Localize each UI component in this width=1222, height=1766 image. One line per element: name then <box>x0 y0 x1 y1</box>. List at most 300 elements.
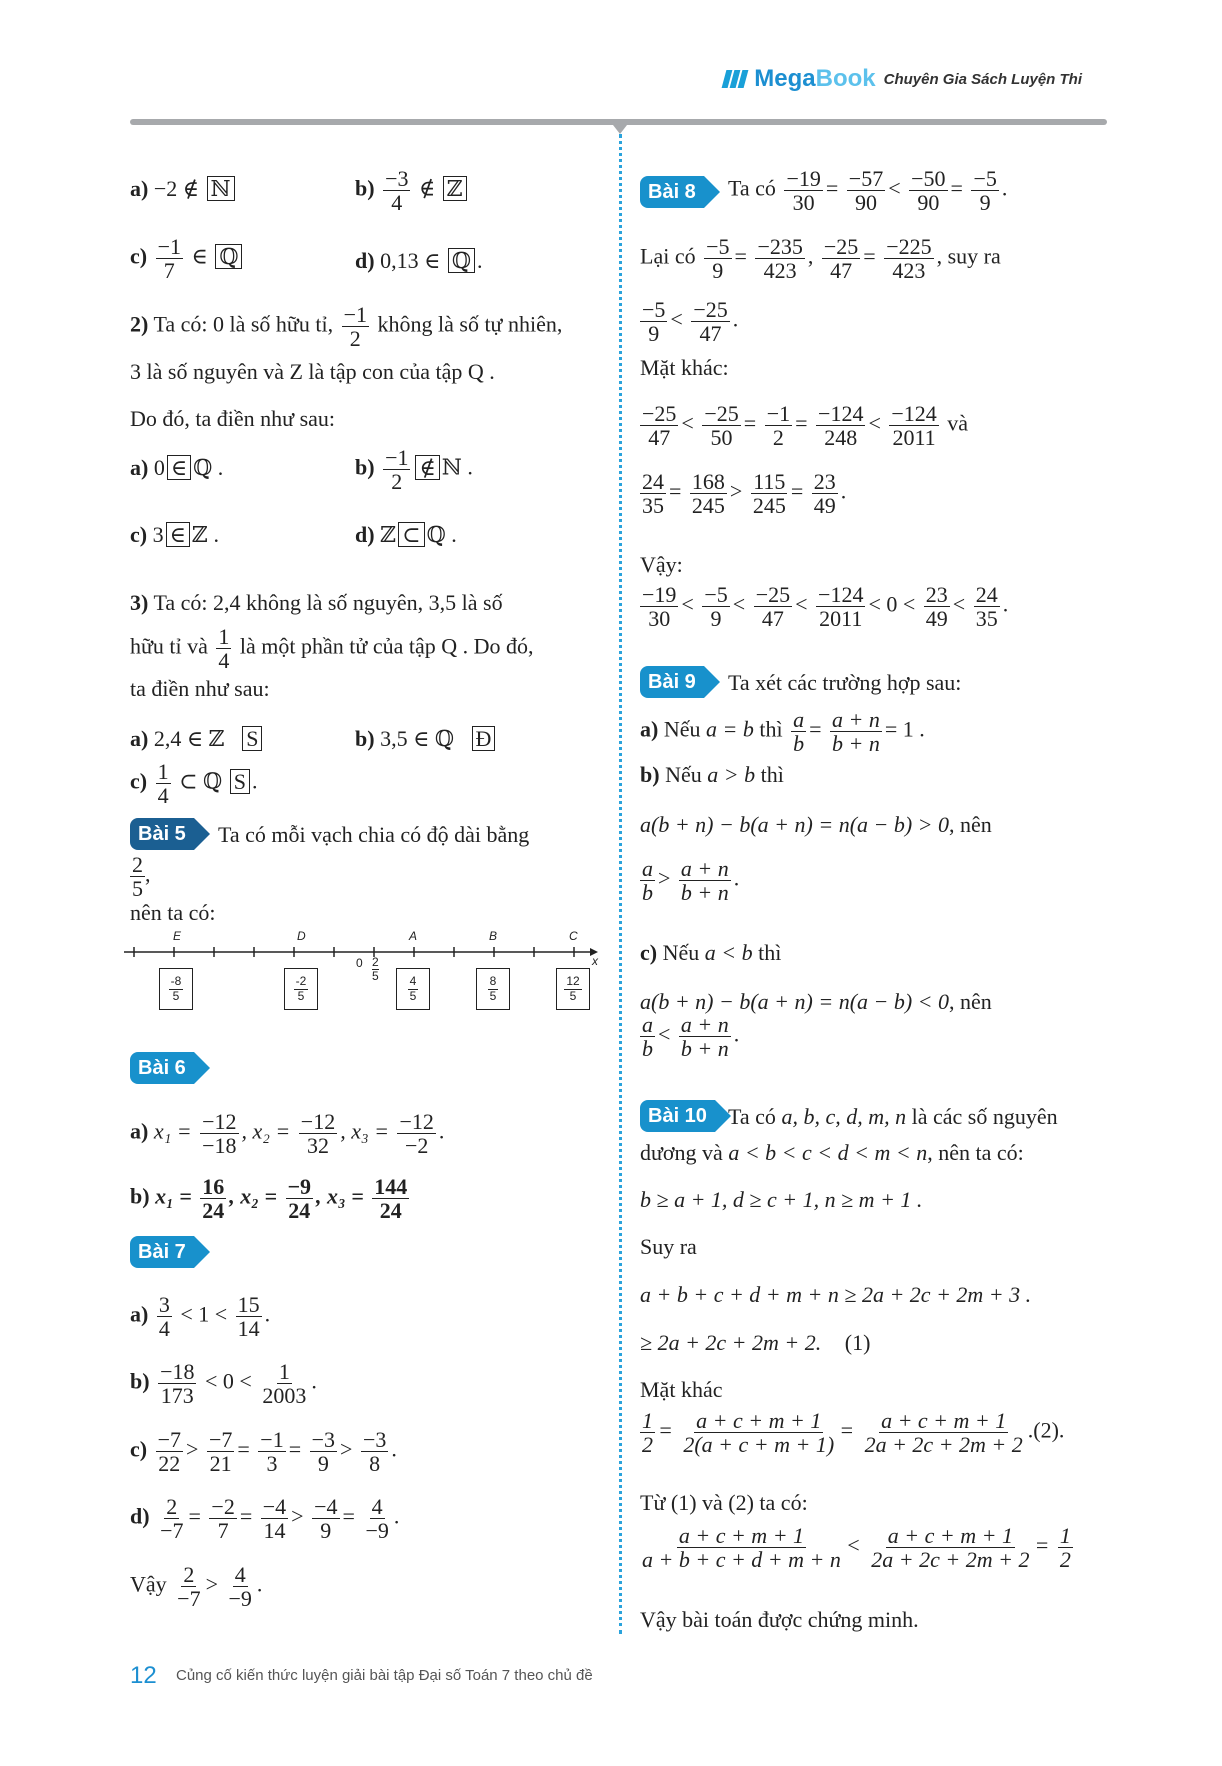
item-label: b) <box>355 454 375 480</box>
denominator: b + n <box>680 1036 729 1062</box>
denominator: 5 <box>172 988 180 1003</box>
numerator: 23 <box>925 582 948 607</box>
fraction <box>679 1013 731 1060</box>
fraction <box>816 402 865 449</box>
equation-tag: .(2). <box>1027 1417 1065 1443</box>
expression: 2,4 ∈ ℤ <box>153 726 225 751</box>
numerator: −1 <box>343 302 367 327</box>
bai10-eq2 <box>640 1409 1064 1456</box>
numerator: 1 <box>278 1359 290 1384</box>
text: Ta có: 2,4 không là số nguyên, 3,5 là số <box>153 590 503 615</box>
denominator: 2 <box>772 425 784 451</box>
numerator: −3 <box>311 1427 336 1452</box>
denominator: b <box>642 1036 653 1062</box>
p2-line2: 3 là số nguyên và Z là tập con của tập Q . <box>130 359 495 384</box>
p1-c <box>130 235 244 282</box>
answer-box: S <box>230 769 250 794</box>
bai10-line2 <box>640 1140 1024 1166</box>
expression: 3,5 ∈ ℚ <box>380 726 455 751</box>
fraction <box>209 1495 236 1542</box>
item-label: c) <box>640 940 658 965</box>
item-label: b) <box>130 1183 150 1209</box>
denominator: −7 <box>177 1586 201 1612</box>
numerator: a <box>793 707 805 732</box>
fraction <box>363 1495 390 1542</box>
numerator: 2 <box>372 955 379 969</box>
p2-b <box>355 446 473 493</box>
expression: a, b, c, d, m, n <box>781 1104 907 1129</box>
denominator: 7 <box>163 258 175 284</box>
answer-box: Đ <box>472 726 496 751</box>
punctuation: . <box>391 1436 397 1462</box>
fraction <box>286 1175 314 1222</box>
equation-tag: (1) <box>844 1330 871 1355</box>
text: thì <box>759 716 783 742</box>
item-label: d) <box>130 1503 150 1529</box>
denominator: 21 <box>209 1451 232 1477</box>
numerator: a <box>642 1012 653 1037</box>
item-label: c) <box>130 243 148 269</box>
punctuation: . <box>393 1503 400 1529</box>
fraction <box>342 303 369 350</box>
denominator: −18 <box>202 1133 237 1159</box>
numerator: 24 <box>642 469 664 494</box>
bai10-mat-khac: Mặt khác <box>640 1377 723 1402</box>
denominator: 90 <box>917 190 940 216</box>
fraction <box>361 1428 388 1475</box>
bai10-suy-ra: Suy ra <box>640 1234 697 1259</box>
operator: < 0 < <box>868 591 916 617</box>
numerator: 115 <box>753 469 786 494</box>
denominator: 5 <box>489 988 497 1003</box>
numerator: 15 <box>237 1292 260 1317</box>
value-box-e <box>159 968 193 1010</box>
bai8-line2 <box>640 235 1001 282</box>
denominator: 49 <box>925 606 948 632</box>
operator: = <box>1034 1532 1050 1558</box>
denominator: 245 <box>691 493 725 519</box>
bai10-line6 <box>640 1330 870 1356</box>
page-number: 12 <box>130 1662 157 1689</box>
numerator: a + n <box>832 707 880 732</box>
denominator: 30 <box>792 190 815 216</box>
bai7-badge <box>130 1236 210 1268</box>
p3-line1 <box>130 590 503 616</box>
brand-name-part-a: Mega <box>754 65 816 92</box>
operator: ⊂ ℚ <box>179 768 223 794</box>
punctuation: . <box>256 1571 263 1597</box>
numerator: −3 <box>362 1427 387 1452</box>
denominator: 14 <box>263 1518 286 1544</box>
value-box-d <box>284 968 318 1010</box>
bai8-line6 <box>640 470 846 517</box>
denominator: 8 <box>369 1451 381 1477</box>
brand-name-part-b: Book <box>815 65 876 92</box>
bai9-b-expr <box>640 812 992 838</box>
operator: = <box>669 478 682 504</box>
text: là các số nguyên <box>911 1104 1058 1129</box>
fraction <box>702 402 740 449</box>
numerator: 4 <box>234 1562 246 1587</box>
fraction <box>924 583 950 630</box>
answer-box: ℕ <box>207 176 235 201</box>
item-label: 3) <box>130 590 149 615</box>
numerator: −25 <box>704 401 739 426</box>
text: và <box>947 410 969 436</box>
denominator: 2003 <box>262 1383 307 1409</box>
bai8-line5 <box>640 402 968 449</box>
answer-box: S <box>242 726 262 751</box>
numerator: −7 <box>208 1427 233 1452</box>
fraction <box>299 1110 337 1157</box>
operator: = <box>790 478 804 504</box>
denominator: 35 <box>975 606 998 632</box>
bai10-line3: b ≥ a + 1, d ≥ c + 1, n ≥ m + 1 . <box>640 1187 923 1212</box>
denominator: 22 <box>158 1451 181 1477</box>
fraction <box>702 583 729 630</box>
expression: ℕ . <box>441 454 473 480</box>
bai10-badge <box>640 1100 731 1132</box>
operator: = <box>809 716 822 742</box>
denominator: −2 <box>404 1133 429 1159</box>
numerator: −19 <box>642 582 677 607</box>
denominator: 2011 <box>892 425 936 451</box>
p2-line1 <box>130 303 562 350</box>
punctuation: . <box>840 478 847 504</box>
numerator: −5 <box>642 297 666 322</box>
operator: = <box>188 1503 201 1529</box>
text: , nên <box>949 989 992 1014</box>
numerator: 23 <box>813 469 836 494</box>
denominator: 248 <box>824 425 858 451</box>
expression: 0 <box>153 455 165 480</box>
denominator: 2011 <box>819 606 863 632</box>
numerator: 4 <box>371 1494 383 1519</box>
numerator: −4 <box>262 1494 287 1519</box>
bai9-c-result <box>640 1013 739 1060</box>
numerator: 168 <box>691 469 725 494</box>
numerator: 1 <box>1059 1523 1071 1548</box>
axis-label-x: x <box>592 954 598 968</box>
text: thì <box>758 940 782 965</box>
denominator: 50 <box>710 425 733 451</box>
fraction <box>175 1563 202 1610</box>
fraction <box>640 1524 843 1571</box>
numerator: −19 <box>786 166 821 191</box>
operator: > <box>340 1436 353 1462</box>
operator: = <box>342 1503 355 1529</box>
item-label: b) <box>355 726 375 751</box>
expression: −2 ∉ <box>153 176 200 201</box>
text: là một phần tử của tập Q . Do đó, <box>239 633 534 659</box>
text: Vậy <box>130 1571 167 1597</box>
fraction <box>847 167 885 214</box>
p3-b <box>355 726 497 752</box>
answer-box: ⊂ <box>398 522 424 547</box>
answer-box: ℚ <box>448 248 475 273</box>
badge-label: Bài 7 <box>130 1236 194 1268</box>
operator: < 1 < <box>180 1301 228 1327</box>
operator: = <box>288 1436 302 1462</box>
denominator: b <box>793 731 805 757</box>
variable: , x₃ = <box>340 1118 389 1144</box>
fraction <box>640 857 655 904</box>
answer-box: ℤ <box>443 176 467 201</box>
zero-label: 0 <box>356 956 363 970</box>
denominator: 9 <box>648 321 660 347</box>
condition: a < b <box>704 940 753 965</box>
item-label: b) <box>130 1368 150 1394</box>
numerator: 24 <box>975 582 998 607</box>
numerator: a + n <box>680 1012 729 1037</box>
denominator: 9 <box>320 1518 332 1544</box>
numerator: −25 <box>642 401 677 426</box>
denominator: 4 <box>218 648 230 674</box>
numerator: 4 <box>409 974 417 989</box>
text: dương và <box>640 1140 723 1165</box>
fraction <box>830 708 882 755</box>
numerator: −12 <box>399 1109 434 1134</box>
badge-arrow <box>194 1236 210 1268</box>
numerator: −1 <box>260 1427 284 1452</box>
bai10-line5: a + b + c + d + m + n ≥ 2a + 2c + 2m + 3 . <box>640 1282 1032 1307</box>
p3-c <box>130 760 257 807</box>
numerator: 2 <box>166 1494 178 1519</box>
denominator: 47 <box>761 606 784 632</box>
numerator: a + c + m + 1 <box>678 1523 805 1548</box>
numerator: a + n <box>680 856 729 881</box>
expression: ℚ . <box>426 522 457 547</box>
denominator: 5 <box>297 988 305 1003</box>
numerator: 16 <box>202 1174 225 1199</box>
operator: < <box>952 591 966 617</box>
fraction <box>909 167 947 214</box>
operator: < <box>658 1021 671 1047</box>
p3-line2 <box>130 625 534 672</box>
numerator: −25 <box>755 582 791 607</box>
item-label: a) <box>130 455 149 480</box>
fraction <box>158 1360 196 1407</box>
text: Ta có: 0 là số hữu tỉ, <box>153 311 334 337</box>
bai7-d <box>130 1495 399 1542</box>
fraction <box>822 235 860 282</box>
denominator: 245 <box>752 493 786 519</box>
fraction <box>260 1360 308 1407</box>
denominator: −9 <box>365 1518 389 1544</box>
text: , nên <box>949 812 992 837</box>
badge-arrow <box>704 176 720 208</box>
unit-fraction <box>372 956 379 982</box>
bai8-line8 <box>640 583 1008 630</box>
denominator: 2 <box>349 326 361 352</box>
punctuation: , <box>145 861 151 887</box>
denominator: a + b + c + d + m + n <box>642 1547 841 1573</box>
item-label: a) <box>640 716 659 742</box>
numerator: 3 <box>158 1292 170 1317</box>
bai9-b <box>640 762 784 788</box>
operator: = <box>950 175 963 201</box>
text: , nên ta có: <box>927 1140 1024 1165</box>
item-label: a) <box>130 726 149 751</box>
point-label-c: C <box>569 929 578 943</box>
point-label-d: D <box>297 929 306 943</box>
denominator: 9 <box>712 258 724 284</box>
bai7-b <box>130 1360 317 1407</box>
bai8-line1 <box>728 167 1007 214</box>
numerator: −25 <box>693 297 728 322</box>
fraction <box>691 298 729 345</box>
header-notch <box>613 125 627 134</box>
numerator: −5 <box>973 166 997 191</box>
p3-line3: ta điền như sau: <box>130 676 270 701</box>
fraction <box>863 1409 1025 1456</box>
fraction <box>816 583 865 630</box>
answer-box: ∈ <box>166 522 190 547</box>
punctuation: . <box>311 1368 317 1394</box>
operator: < 0 < <box>204 1368 252 1394</box>
fraction <box>200 1110 238 1157</box>
bai6-a <box>130 1110 444 1157</box>
denominator: 4 <box>157 783 169 809</box>
denominator: 2 <box>391 469 403 495</box>
item-label: a) <box>130 1118 149 1144</box>
fraction <box>312 1495 339 1542</box>
numerator: -2 <box>295 974 307 989</box>
numerator: -8 <box>170 974 182 989</box>
numerator: −124 <box>891 401 937 426</box>
numerator: −12 <box>202 1109 237 1134</box>
denominator: 47 <box>648 425 671 451</box>
denominator: 5 <box>409 988 417 1003</box>
bai10-conclusion: Vậy bài toán được chứng minh. <box>640 1607 919 1632</box>
fraction <box>640 470 666 517</box>
expression: ℚ . <box>193 455 224 480</box>
numerator: 1 <box>218 624 230 649</box>
operator: < <box>795 591 808 617</box>
bai5-line2 <box>130 853 151 900</box>
fraction <box>156 760 171 807</box>
variable: , x₃ = <box>316 1183 364 1209</box>
expression: 3 <box>152 522 164 547</box>
fraction <box>207 1428 234 1475</box>
numerator: 2 <box>132 852 143 877</box>
text: Ta có <box>728 175 776 201</box>
operator: = <box>839 1417 855 1443</box>
denominator: 2 <box>1059 1547 1071 1573</box>
fraction <box>640 1409 655 1456</box>
fraction <box>1058 1524 1073 1571</box>
point-label-b: B <box>489 929 498 943</box>
operator: < <box>732 591 746 617</box>
numerator: −225 <box>886 234 932 259</box>
column-divider <box>619 134 622 1634</box>
operator: > <box>186 1436 199 1462</box>
numerator: −2 <box>211 1494 235 1519</box>
fraction <box>640 298 667 345</box>
number-line-svg <box>122 940 600 1010</box>
p3-a <box>130 726 264 752</box>
bai7-a <box>130 1293 270 1340</box>
item-label: d) <box>355 522 375 547</box>
text: thì <box>760 762 784 787</box>
footer-book-title: Củng cố kiến thức luyện giải bài tập Đại số Toán 7 theo chủ đề <box>176 1667 593 1684</box>
operator: = <box>237 1436 250 1462</box>
denominator: 5 <box>372 968 379 983</box>
p2-a <box>130 455 223 481</box>
text: , suy ra <box>936 243 1001 269</box>
numerator: a + c + m + 1 <box>696 1408 822 1433</box>
denominator: 4 <box>391 190 403 216</box>
fraction <box>754 583 792 630</box>
p1-d <box>355 248 483 274</box>
item-label: b) <box>355 175 375 201</box>
text: Nếu <box>662 940 700 965</box>
operator: ∉ <box>418 175 436 201</box>
denominator: 35 <box>642 493 664 519</box>
punctuation: . <box>733 865 740 891</box>
item-label: d) <box>355 248 375 273</box>
operator: > <box>291 1503 304 1529</box>
fraction <box>158 1495 185 1542</box>
operator: < <box>868 410 881 436</box>
bai8-mat-khac: Mặt khác: <box>640 355 729 380</box>
fraction <box>156 1428 183 1475</box>
denominator: 24 <box>202 1198 225 1224</box>
expression: 0,13 ∈ <box>380 248 441 273</box>
bai10-final-ineq <box>640 1524 1076 1571</box>
fraction <box>200 1175 226 1222</box>
punctuation: . <box>251 768 258 794</box>
value-box-a <box>396 968 430 1010</box>
fraction <box>310 1428 337 1475</box>
badge-arrow <box>194 818 210 850</box>
item-label: c) <box>130 522 148 547</box>
bai5-badge <box>130 818 210 850</box>
text: Lại có <box>640 243 696 269</box>
fraction <box>812 470 838 517</box>
fraction <box>765 402 792 449</box>
fraction <box>383 167 410 214</box>
badge-arrow <box>194 1052 210 1084</box>
denominator: 9 <box>710 606 722 632</box>
condition: a > b <box>707 762 756 787</box>
answer-box: ℚ <box>215 244 242 269</box>
denominator: 173 <box>160 1383 194 1409</box>
numerator: −57 <box>848 166 884 191</box>
operator: > <box>205 1571 218 1597</box>
numerator: a + c + m + 1 <box>887 1523 1013 1548</box>
answer-box: ∈ <box>167 455 191 480</box>
bai7-conclusion <box>130 1563 262 1610</box>
operator: ∈ <box>191 243 208 269</box>
expression: ℤ . <box>191 522 219 547</box>
number-line <box>122 929 600 1010</box>
denominator: 423 <box>763 258 797 284</box>
fraction <box>236 1293 262 1340</box>
logo-mark-icon <box>724 70 746 88</box>
bai8-vay: Vậy: <box>640 552 683 577</box>
denominator: b + n <box>832 731 880 757</box>
numerator: 1 <box>157 759 169 784</box>
numerator: −4 <box>314 1494 338 1519</box>
punctuation: . <box>264 1301 271 1327</box>
text: Nếu <box>663 716 701 742</box>
fraction <box>681 1409 836 1456</box>
denominator: 2a + 2c + 2m + 2 <box>871 1547 1030 1573</box>
punctuation: . <box>477 248 483 273</box>
operator: > <box>729 478 743 504</box>
punctuation: . <box>1002 591 1009 617</box>
